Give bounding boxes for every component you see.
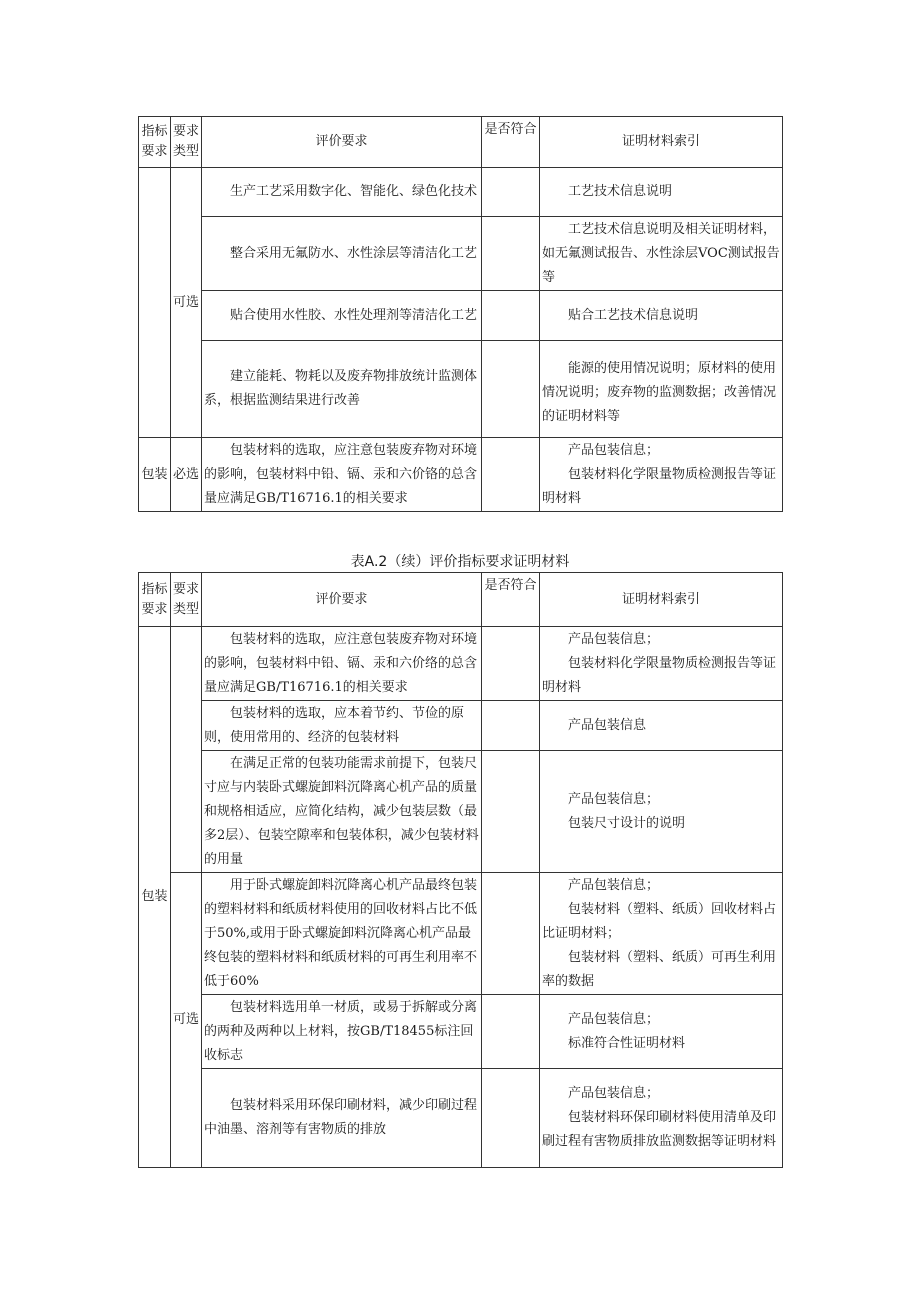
type-optional: 可选 xyxy=(171,873,202,1168)
header-compliance: 是否符合 xyxy=(482,117,540,168)
compliance-cell[interactable] xyxy=(482,873,540,995)
compliance-cell[interactable] xyxy=(482,217,540,291)
requirement-cell: 贴合使用水性胶、水性处理剂等清洁化工艺 xyxy=(202,291,482,341)
header-indicator: 指标要求 xyxy=(139,117,171,168)
evidence-cell xyxy=(540,995,783,1069)
evidence-line: 包装材料化学限量物质检测报告等证明材料 xyxy=(542,655,777,695)
indicator-packaging: 包装 xyxy=(139,438,171,512)
evidence-line: 包装材料（塑料、纸质）回收材料占比证明材料； xyxy=(542,901,777,941)
evidence-cell xyxy=(540,873,783,995)
requirement-cell: 包装材料采用环保印刷材料，减少印刷过程中油墨、溶剂等有害物质的排放 xyxy=(202,1069,482,1168)
compliance-cell[interactable] xyxy=(482,995,540,1069)
evaluation-table-2 xyxy=(138,572,783,1168)
header-indicator: 指标要求 xyxy=(139,573,171,627)
requirement-cell: 整合采用无氟防水、水性涂层等清洁化工艺 xyxy=(202,217,482,291)
requirement-cell: 包装材料选用单一材质，或易于拆解或分离的两种及两种以上材料，按GB/T18455标注回收标志 xyxy=(202,995,482,1069)
evidence-line: 产品包装信息； xyxy=(568,1086,660,1101)
compliance-cell[interactable] xyxy=(482,1069,540,1168)
requirement-cell: 包装材料的选取，应本着节约、节俭的原则，使用常用的、经济的包装材料 xyxy=(202,701,482,751)
type-cell-empty xyxy=(171,627,202,873)
requirement-cell: 建立能耗、物耗以及废弃物排放统计监测体系，根据监测结果进行改善 xyxy=(202,341,482,438)
header-requirement: 评价要求 xyxy=(202,117,482,168)
evidence-cell xyxy=(540,751,783,873)
evaluation-table-1 xyxy=(138,116,783,512)
evidence-cell: 工艺技术信息说明 xyxy=(540,168,783,217)
requirement-cell: 在满足正常的包装功能需求前提下，包装尺寸应与内装卧式螺旋卸料沉降离心机产品的质量和规格相适应，应简化结构，减少包装层数（最多2层）、包装空隙率和包装体积，减少包装材料的用量 xyxy=(202,751,482,873)
evidence-cell xyxy=(540,1069,783,1168)
evidence-line: 包装材料（塑料、纸质）可再生利用率的数据 xyxy=(542,949,777,989)
compliance-cell[interactable] xyxy=(482,291,540,341)
compliance-cell[interactable] xyxy=(482,751,540,873)
evidence-cell: 产品包装信息 xyxy=(540,701,783,751)
evidence-line: 标准符合性证明材料 xyxy=(568,1035,686,1051)
evidence-line: 产品包装信息； xyxy=(568,791,660,807)
evidence-cell: 能源的使用情况说明；原材料的使用情况说明；废弃物的监测数据；改善情况的证明材料等 xyxy=(540,341,783,438)
requirement-cell: 包装材料的选取，应注意包装废弃物对环境的影响，包装材料中铅、镉、汞和六价络的总含量应满足GB/T16716.1的相关要求 xyxy=(202,627,482,701)
evidence-line: 产品包装信息； xyxy=(568,1011,660,1027)
header-requirement: 评价要求 xyxy=(202,573,482,627)
type-mandatory: 必选 xyxy=(171,438,202,512)
compliance-cell[interactable] xyxy=(482,627,540,701)
evidence-line: 包装材料化学限量物质检测报告等证明材料 xyxy=(542,466,777,506)
requirement-cell: 用于卧式螺旋卸料沉降离心机产品最终包装的塑料材料和纸质材料使用的回收材料占比不低于50%,或用于卧式螺旋卸料沉降离心机产品最终包装的塑料材料和纸质材料的可再生利用率不低于60% xyxy=(202,873,482,995)
evidence-line: 产品包装信息； xyxy=(568,442,660,458)
header-type: 要求类型 xyxy=(171,117,202,168)
type-optional: 可选 xyxy=(171,168,202,438)
indicator-cell-empty xyxy=(139,168,171,438)
header-evidence: 证明材料索引 xyxy=(540,573,783,627)
evidence-cell: 工艺技术信息说明及相关证明材料，如无氟测试报告、水性涂层VOC测试报告等 xyxy=(540,217,783,291)
evidence-line: 包装尺寸设计的说明 xyxy=(568,815,686,831)
evidence-cell xyxy=(540,438,783,512)
header-type: 要求类型 xyxy=(171,573,202,627)
table-caption: 表A.2（续）评价指标要求证明材料 xyxy=(350,554,570,570)
header-evidence: 证明材料索引 xyxy=(540,117,783,168)
compliance-cell[interactable] xyxy=(482,341,540,438)
evidence-line: 产品包装信息； xyxy=(568,877,660,893)
evidence-cell xyxy=(540,627,783,701)
evidence-cell: 贴合工艺技术信息说明 xyxy=(540,291,783,341)
compliance-cell[interactable] xyxy=(482,168,540,217)
header-compliance: 是否符合 xyxy=(482,573,540,627)
requirement-cell: 生产工艺采用数字化、智能化、绿色化技术 xyxy=(202,168,482,217)
requirement-cell: 包装材料的选取，应注意包装废弃物对环境的影响，包装材料中铅、镉、汞和六价铬的总含量应满足GB/T16716.1的相关要求 xyxy=(202,438,482,512)
indicator-packaging: 包装 xyxy=(139,627,171,1168)
compliance-cell[interactable] xyxy=(482,438,540,512)
evidence-line: 包装材料环保印刷材料使用清单及印刷过程有害物质排放监测数据等证明材料 xyxy=(542,1110,777,1149)
evidence-line: 产品包装信息； xyxy=(568,631,660,647)
compliance-cell[interactable] xyxy=(482,701,540,751)
